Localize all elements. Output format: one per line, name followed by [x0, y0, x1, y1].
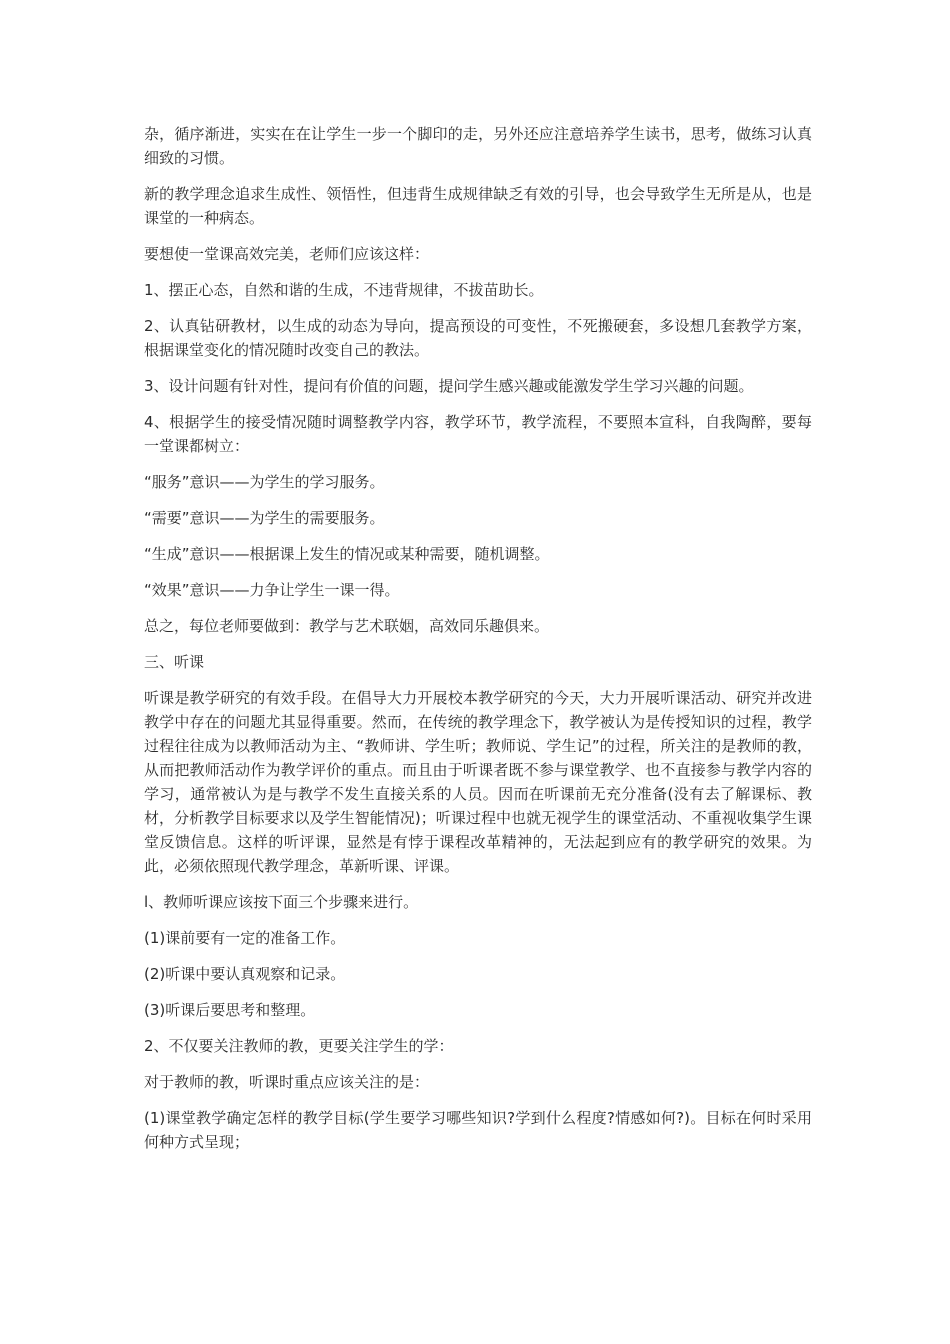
awareness-service: “服务”意识——为学生的学习服务。: [144, 473, 385, 491]
list-item-steps: l、教师听课应该按下面三个步骤来进行。: [144, 893, 419, 911]
list-item-focus: 2、不仅要关注教师的教，更要关注学生的学：: [144, 1037, 454, 1055]
paragraph-continuation: 杂，循序渐进，实实在在让学生一步一个脚印的走，另外还应注意培养学生读书，思考，做练习认真细致的习惯。: [144, 125, 812, 167]
paragraph-generative-concept: 新的教学理念追求生成性、领悟性，但违背生成规律缺乏有效的引导，也会导致学生无所是从，也是课堂的一种病态。: [144, 185, 812, 227]
step-1: (1)课前要有一定的准备工作。: [144, 929, 346, 947]
focus-item-1: (1)课堂教学确定怎样的教学目标(学生要学习哪些知识?学到什么程度?情感如何?)。目标在何时采用何种方式呈现；: [144, 1109, 812, 1151]
paragraph-teacher-focus: 对于教师的教，听课时重点应该关注的是：: [144, 1073, 430, 1091]
list-item-2: 2、认真钻研教材，以生成的动态为导向，提高预设的可变性，不死搬硬套，多设想几套教学方案，根据课堂变化的情况随时改变自己的教法。: [144, 317, 812, 359]
step-2: (2)听课中要认真观察和记录。: [144, 965, 346, 983]
paragraph-listening-intro: 听课是教学研究的有效手段。在倡导大力开展校本教学研究的今天，大力开展听课活动、研究并改进教学中存在的问题尤其显得重要。然而，在传统的教学理念下，教学被认为是传授知识的过程，教学过程往往成为以教师活动为主、“教师讲、学生听；教师说、学生记”的过程，所关注的是教师的教，从而把教师活动作为教学评价的重点。而且由于听课者既不参与课堂教学、也不直接参与教学内容的学习，通常被认为是与教学不发生直接关系的人员。因而在听课前无充分准备(没有去了解课标、教材，分析教学目标要求以及学生智能情况)；听课过程中也就无视学生的课堂活动、不重视收集学生课堂反馈信息。这样的听评课，显然是有悖于课程改革精神的，无法起到应有的教学研究的效果。为此，必须依照现代教学理念，革新听课、评课。: [144, 689, 812, 875]
awareness-generation: “生成”意识——根据课上发生的情况或某种需要，随机调整。: [144, 545, 550, 563]
awareness-effect: “效果”意识——力争让学生一课一得。: [144, 581, 400, 599]
list-item-4: 4、根据学生的接受情况随时调整教学内容，教学环节，教学流程，不要照本宣科，自我陶醉，要每一堂课都树立：: [144, 413, 812, 455]
section-heading-listening: 三、听课: [144, 653, 205, 671]
awareness-need: “需要”意识——为学生的需要服务。: [144, 509, 385, 527]
paragraph-summary: 总之，每位老师要做到：教学与艺术联姻，高效同乐趣俱来。: [144, 617, 550, 635]
step-3: (3)听课后要思考和整理。: [144, 1001, 316, 1019]
paragraph-efficient-class-intro: 要想使一堂课高效完美，老师们应该这样：: [144, 245, 430, 263]
document-body: [144, 122, 812, 1166]
list-item-3: 3、设计问题有针对性，提问有价值的问题，提问学生感兴趣或能激发学生学习兴趣的问题。: [144, 377, 754, 395]
list-item-1: 1、摆正心态，自然和谐的生成，不违背规律，不拔苗助长。: [144, 281, 544, 299]
